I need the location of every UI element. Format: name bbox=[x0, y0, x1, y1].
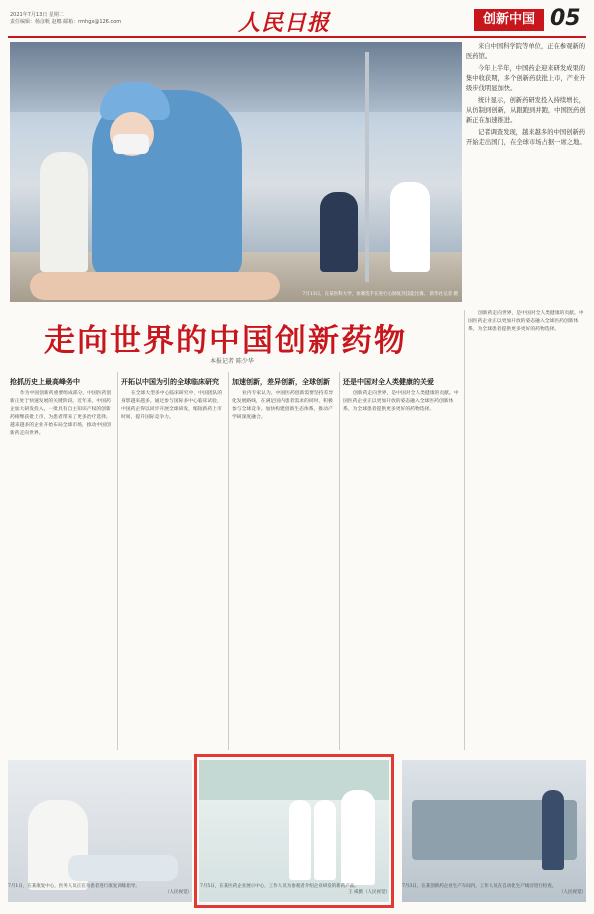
article-column-4 bbox=[343, 372, 461, 750]
header-meta bbox=[10, 12, 121, 26]
section-title: 创新中国 bbox=[474, 9, 544, 31]
bystander-figure bbox=[40, 152, 88, 272]
article-column-1 bbox=[10, 372, 114, 750]
section-subhead: 还是中国对全人类健康的关爱 bbox=[343, 378, 434, 386]
editor-line: 责任编辑：杨彦帆 赵娜 邮箱：rmhgx@126.com bbox=[10, 19, 122, 25]
section-subhead: 抢抓历史上最高峰务中 bbox=[10, 378, 80, 386]
caption-text: 7月5日，在某医药企业展示中心，工作人员为参观者介绍企业研发的新药产品。 bbox=[200, 884, 359, 889]
nurse-mask bbox=[113, 134, 149, 154]
side-paragraph: 今年上半年，中国药企迎来研发成果的集中收获期，多个创新药获批上市，产业升级步伐明显加快。 bbox=[466, 65, 586, 92]
bottom-photo-rehab bbox=[8, 760, 192, 902]
photo-caption bbox=[402, 884, 586, 896]
page-number: 05 bbox=[550, 6, 581, 31]
article-column-2 bbox=[121, 372, 225, 750]
side-paragraph: 来自中国科学院等单位，正在参观新的医药馆。 bbox=[466, 43, 586, 60]
section-body: 创新药走向世界，是中国对全人类健康的贡献。中国医药企业正以更加开放的姿态融入全球医药创新体系，为全球患者提供更多更好的药物选择。 bbox=[343, 391, 459, 412]
lead-photo bbox=[10, 42, 462, 302]
article-column-5 bbox=[468, 310, 586, 750]
newspaper-masthead: 人民日报 bbox=[238, 10, 331, 36]
column-divider bbox=[117, 372, 118, 750]
column-divider bbox=[339, 372, 340, 750]
side-paragraph: 记者调查发现，越来越多的中国创新药开始走出国门，在全球市场占据一席之地。 bbox=[466, 129, 586, 146]
column-divider bbox=[464, 310, 465, 750]
photo-caption bbox=[200, 884, 390, 896]
patient-figure bbox=[68, 855, 178, 881]
column-divider bbox=[228, 372, 229, 750]
article-headline: 走向世界的中国创新药物 bbox=[44, 323, 407, 359]
photo-credit: （人民视觉） bbox=[559, 890, 586, 895]
section-body: 在全球大型多中心临床研究中，中国团队的身影越来越多。通过参与国际多中心临床试验，中国药企得以同步开展全球研发，缩短新药上市时间，提升国际竞争力。 bbox=[121, 391, 223, 420]
section-body: 作为中国创新药重要组成部分，中国医药创新正处于快速发展的关键阶段。近年来，中国药企加大研发投入，一批具有自主知识产权的创新药相继获批上市，为患者带来了更多治疗选择。越来越多的企业开始布局全球市场，推动中国创新药走向世界。 bbox=[10, 391, 112, 436]
section-subhead: 加速创新，差异创新，全球创新 bbox=[232, 378, 330, 386]
header-rule bbox=[8, 36, 586, 38]
side-paragraph: 统计显示，创新药研发投入持续增长，从仿制到创新，从跟跑到并跑，中国医药创新正在加速推进。 bbox=[466, 97, 586, 124]
judge-figure bbox=[320, 192, 358, 272]
iv-pole bbox=[365, 52, 369, 282]
article-column-3 bbox=[232, 372, 336, 750]
section-body: 创新药走向世界，是中国对全人类健康的贡献。中国医药企业正以更加开放的姿态融入全球医药创新体系，为全球患者提供更多更好的药物选择。 bbox=[468, 311, 584, 332]
bottom-photo-factory bbox=[402, 760, 586, 902]
article-byline: 本报记者 陈少华 bbox=[210, 358, 254, 365]
side-column bbox=[466, 42, 586, 150]
section-subhead: 开拓以中国为引的全球临床研究 bbox=[121, 378, 219, 386]
section-body: 业内专家认为，中国医药创新需要坚持差异化发展路线，在满足国内患者需求的同时，积极参与全球竞争。加快构建创新生态体系，推动产学研深度融合。 bbox=[232, 391, 334, 420]
photo-credit: 王 威摄（人民视觉） bbox=[348, 890, 390, 895]
caption-text: 7月3日，在某创新药企业生产车间内，工作人员在自动化生产线旁进行检查。 bbox=[402, 884, 557, 889]
issue-date: 2021年7月13日 星期二 bbox=[10, 12, 64, 18]
spectator-figure bbox=[390, 182, 430, 272]
photo-caption bbox=[8, 884, 192, 896]
worker-figure bbox=[542, 790, 564, 870]
photo-credit: （人民视觉） bbox=[165, 890, 192, 895]
lead-photo-caption: 7月13日，在某医科大学，参赛选手在进行心肺复苏技能比赛。 新华社记者 摄 bbox=[302, 292, 458, 297]
photo-ceiling bbox=[10, 42, 462, 112]
caption-text: 7月1日，在某康复中心，医务人员正在为患者进行康复训练指导。 bbox=[8, 884, 140, 889]
